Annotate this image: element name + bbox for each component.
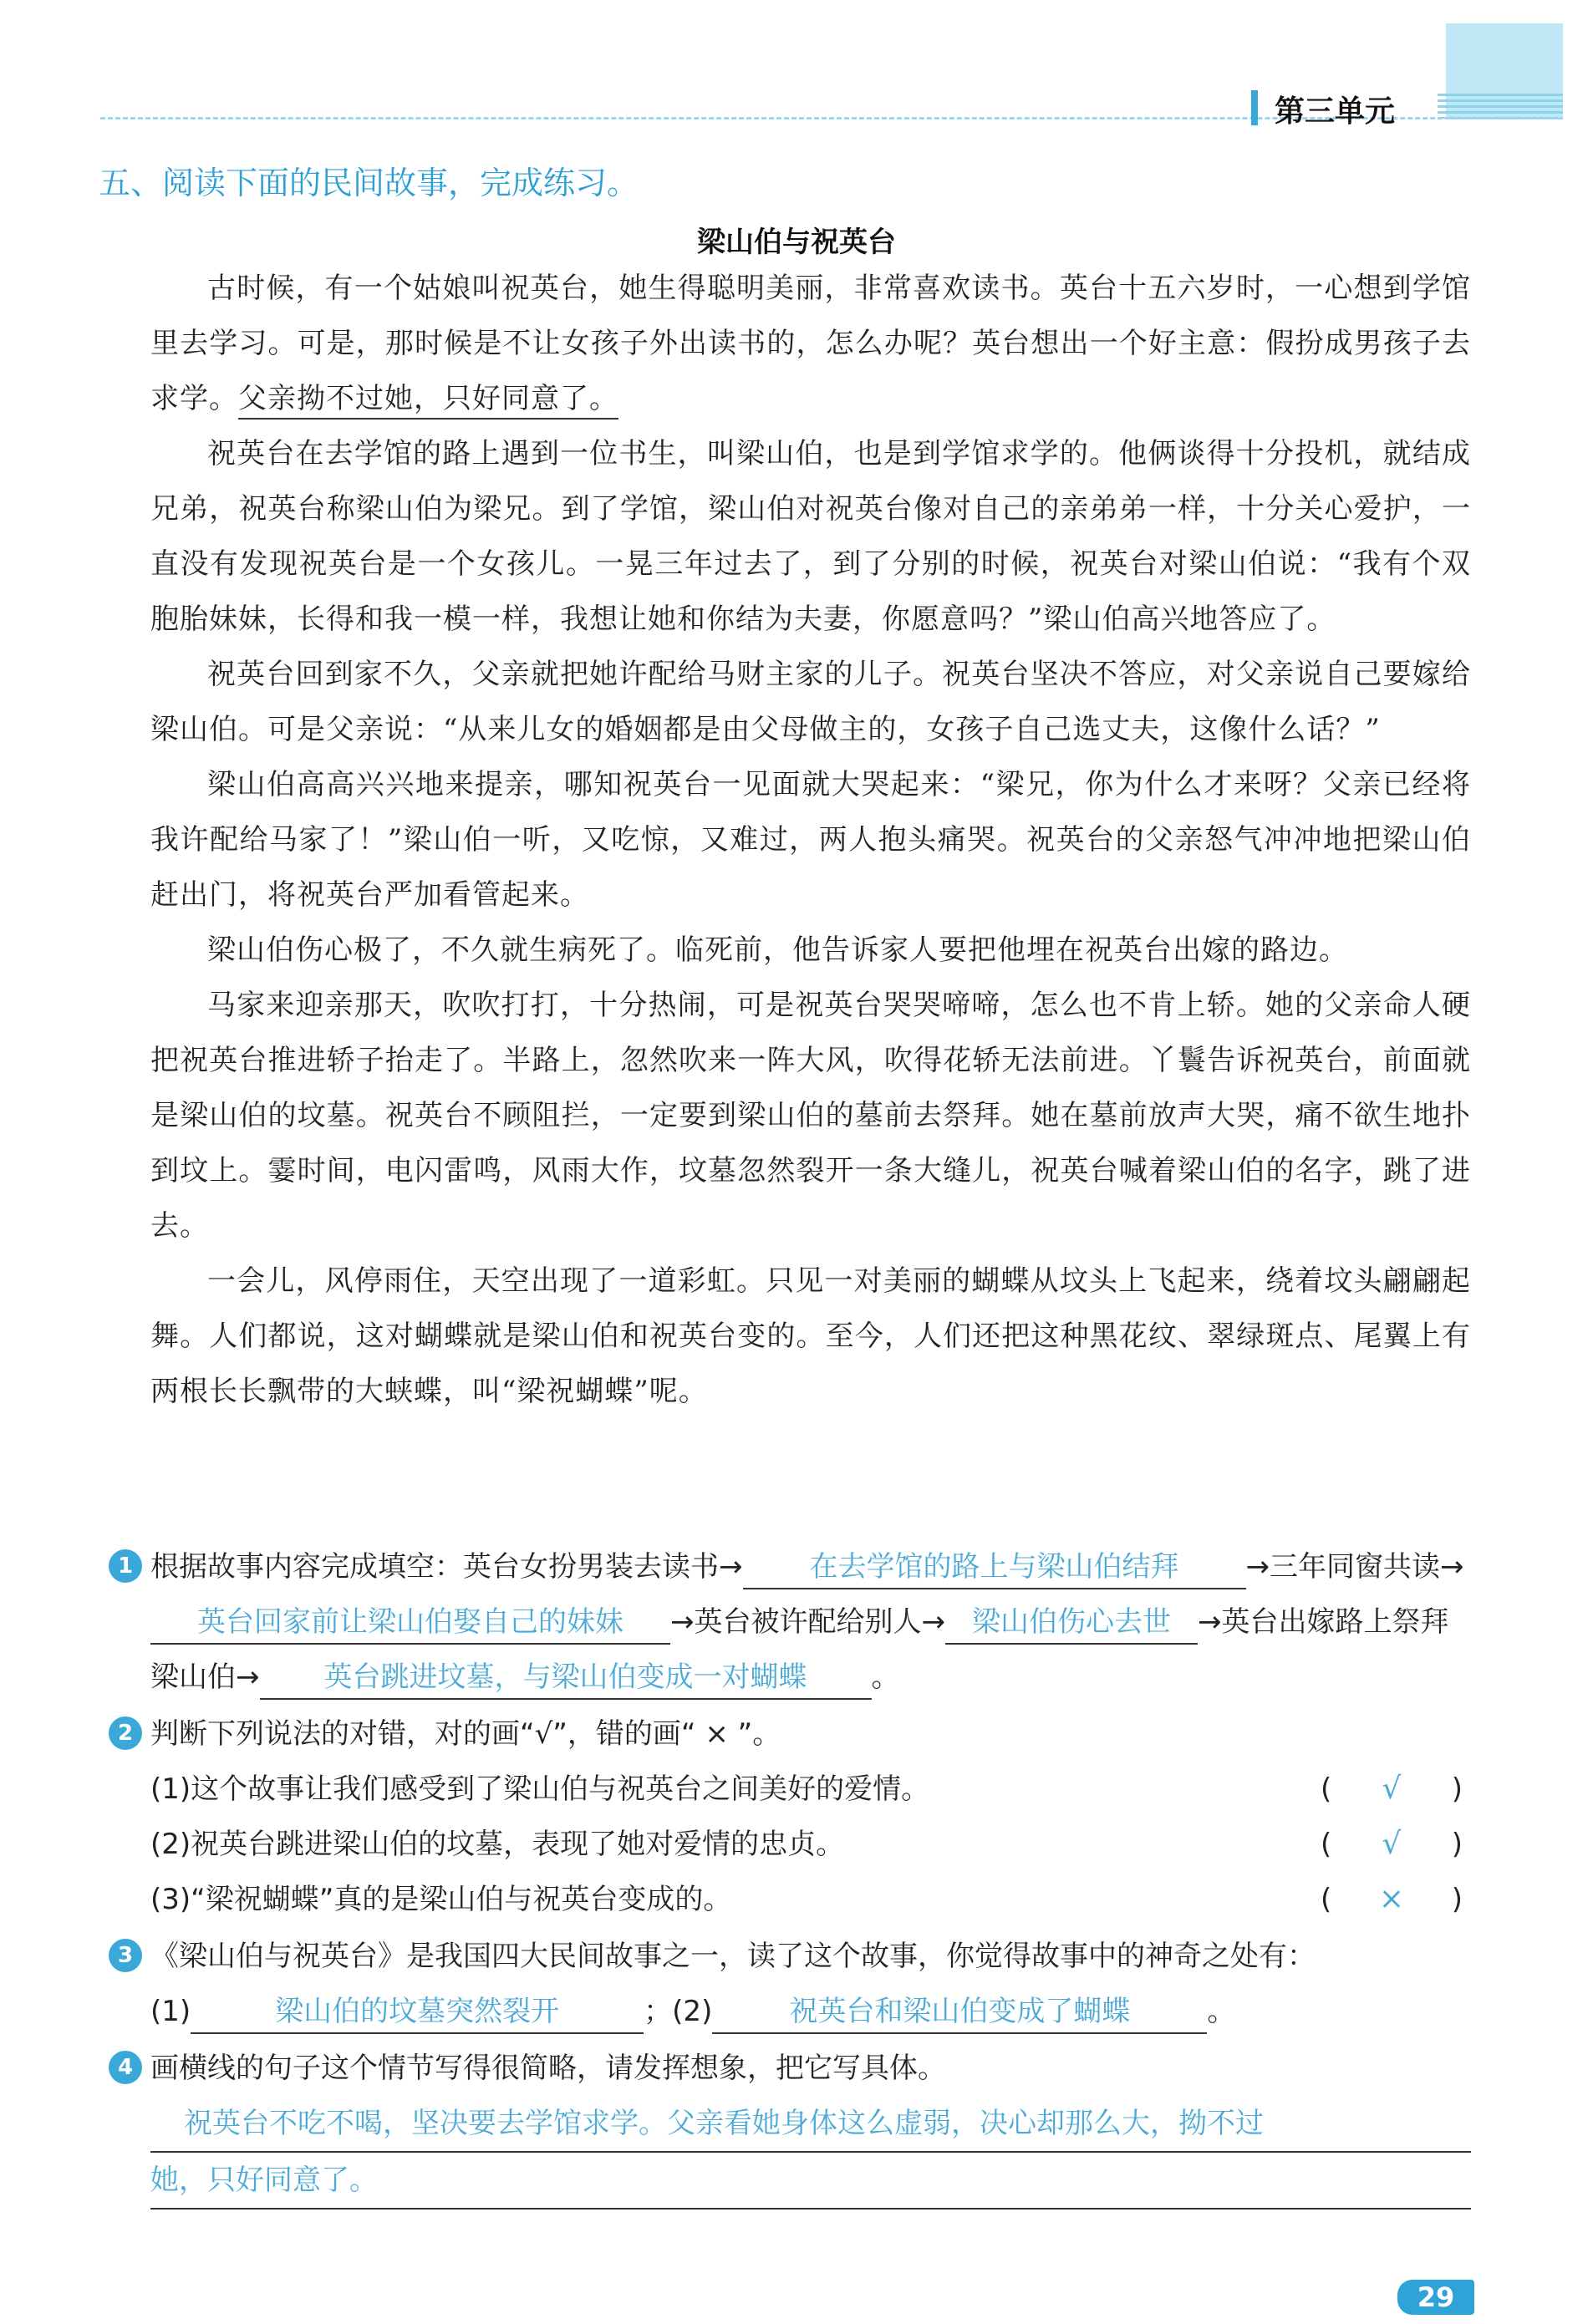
- question-text: →三年同窗共读→: [1245, 1550, 1464, 1584]
- check-mark: √: [1382, 1772, 1402, 1806]
- story-body: [150, 261, 1471, 1419]
- story-paragraph: 祝英台回到家不久，父亲就把她许配给马财主家的儿子。祝英台坚决不答应，对父亲说自己要嫁给梁山伯。可是父亲说：“从来儿女的婚姻都是由父母做主的，女孩子自己选丈夫，这像什么话？”: [150, 658, 1471, 746]
- answer-label-2: ；(2): [644, 1995, 713, 2028]
- story-paragraph: 梁山伯伤心极了，不久就生病死了。临死前，他告诉家人要把他埋在祝英台出嫁的路边。: [207, 933, 1348, 967]
- question-prompt: 判断下列说法的对错，对的画“√”，错的画“ × ”。: [150, 1717, 781, 1751]
- paren-close: ): [1451, 1828, 1463, 1861]
- story-paragraph: [150, 261, 1471, 426]
- paren-close: ): [1451, 1883, 1463, 1916]
- writing-line-1[interactable]: 祝英台不吃不喝，坚决要去学馆求学。父亲看她身体这么虚弱，决心却那么大，拗不过: [150, 2096, 1471, 2153]
- judge-statement: (2)祝英台跳进梁山伯的坟墓，表现了她对爱情的忠贞。: [150, 1828, 845, 1861]
- story-text: 古时候，有一个姑娘叫祝英台，她生得聪明美丽，非常喜欢读书。英台十五六岁时，一心想到学馆里去学习。可是，那时候是不让女孩子外出读书的，怎么办呢？英台想出一个好主意：假扮成男孩子去求学。: [150, 272, 1471, 415]
- question-2: [117, 1706, 1471, 1927]
- question-number-1: 1: [109, 1549, 142, 1583]
- answer-blank-2[interactable]: 英台回家前让梁山伯娶自己的妹妹: [150, 1601, 670, 1645]
- answer-blank-1[interactable]: 梁山伯的坟墓突然裂开: [191, 1991, 644, 2034]
- judge-answer-box[interactable]: [1321, 1872, 1463, 1927]
- question-text: 。: [871, 1660, 900, 1694]
- paren-open: (: [1321, 1883, 1332, 1916]
- question-1: [117, 1539, 1471, 1705]
- paren-open: (: [1321, 1772, 1332, 1806]
- page-number: 29: [1397, 2280, 1474, 2315]
- underlined-sentence: 父亲拗不过她，只好同意了。: [238, 382, 618, 420]
- story-title: 梁山伯与祝英台: [697, 226, 896, 259]
- writing-line-2[interactable]: 她，只好同意了。: [150, 2153, 1471, 2210]
- question-number-2: 2: [109, 1716, 142, 1750]
- answer-blank-1[interactable]: 在去学馆的路上与梁山伯结拜: [743, 1546, 1246, 1589]
- paren-open: (: [1321, 1828, 1332, 1861]
- unit-marker: [1251, 90, 1258, 125]
- judge-item-2: [150, 1817, 1471, 1872]
- question-text: →英台被许配给别人→: [670, 1605, 945, 1639]
- question-prompt: 画横线的句子这个情节写得很简略，请发挥想象，把它写具体。: [150, 2052, 946, 2085]
- question-text: →英台出嫁路上祭拜梁山伯→: [150, 1605, 1449, 1694]
- question-3: [117, 1929, 1471, 2039]
- unit-title: 第三单元: [1275, 94, 1396, 129]
- answer-blank-4[interactable]: 英台跳进坟墓，与梁山伯变成一对蝴蝶: [260, 1656, 872, 1700]
- judge-item-1: [150, 1762, 1471, 1817]
- section-heading: 五、阅读下面的民间故事，完成练习。: [99, 165, 639, 201]
- cross-mark: ×: [1378, 1882, 1405, 1916]
- story-paragraph: 马家来迎亲那天，吹吹打打，十分热闹，可是祝英台哭哭啼啼，怎么也不肯上轿。她的父亲命人硬把祝英台推进轿子抬走了。半路上，忽然吹来一阵大风，吹得花轿无法前进。丫鬟告诉祝英台，前面就是梁山伯的坟墓。祝英台不顾阻拦，一定要到梁山伯的墓前去祭拜。她在墓前放声大哭，痛不欲生地扑到坟上。霎时间，电闪雷鸣，风雨大作，坟墓忽然裂开一条大缝儿，祝英台喊着梁山伯的名字，跳了进去。: [150, 989, 1471, 1243]
- paren-close: ): [1451, 1772, 1463, 1806]
- answer-blank-3[interactable]: 梁山伯伤心去世: [945, 1601, 1198, 1645]
- question-number-4: 4: [109, 2051, 142, 2084]
- judge-statement: (3)“梁祝蝴蝶”真的是梁山伯与祝英台变成的。: [150, 1883, 732, 1916]
- question-number-3: 3: [109, 1939, 142, 1972]
- story-paragraph: 祝英台在去学馆的路上遇到一位书生，叫梁山伯，也是到学馆求学的。他俩谈得十分投机，就结成兄弟，祝英台称梁山伯为梁兄。到了学馆，梁山伯对祝英台像对自己的亲弟弟一样，十分关心爱护，一直没有发现祝英台是一个女孩儿。一晃三年过去了，到了分别的时候，祝英台对梁山伯说：“我有个双胞胎妹妹，长得和我一模一样，我想让她和你结为夫妻，你愿意吗？”梁山伯高兴地答应了。: [150, 437, 1471, 636]
- judge-statement: (1)这个故事让我们感受到了梁山伯与祝英台之间美好的爱情。: [150, 1772, 930, 1806]
- story-paragraph: 一会儿，风停雨住，天空出现了一道彩虹。只见一对美丽的蝴蝶从坟头上飞起来，绕着坟头翩翩起舞。人们都说，这对蝴蝶就是梁山伯和祝英台变的。至今，人们还把这种黑花纹、翠绿斑点、尾翼上有两根长长飘带的大蛱蝶，叫“梁祝蝴蝶”呢。: [150, 1264, 1471, 1408]
- judge-item-3: [150, 1872, 1471, 1927]
- answer-blank-2[interactable]: 祝英台和梁山伯变成了蝴蝶: [712, 1991, 1207, 2034]
- header-stripes-decoration: [1438, 94, 1563, 119]
- judge-answer-box[interactable]: [1321, 1817, 1463, 1872]
- question-text: 。: [1207, 1995, 1236, 2028]
- answer-row: [150, 1984, 1471, 2039]
- story-paragraph: 梁山伯高高兴兴地来提亲，哪知祝英台一见面就大哭起来：“梁兄，你为什么才来呀？父亲已经将我许配给马家了！”梁山伯一听，又吃惊，又难过，两人抱头痛哭。祝英台的父亲怒气冲冲地把梁山伯赶出门，将祝英台严加看管起来。: [150, 768, 1471, 912]
- judge-answer-box[interactable]: [1321, 1762, 1463, 1817]
- answer-label-1: (1): [150, 1995, 191, 2028]
- question-4: [117, 2041, 1471, 2210]
- check-mark: √: [1382, 1827, 1402, 1861]
- question-text: 根据故事内容完成填空：英台女扮男装去读书→: [150, 1550, 743, 1584]
- question-prompt: 《梁山伯与祝英台》是我国四大民间故事之一，读了这个故事，你觉得故事中的神奇之处有：: [150, 1940, 1316, 1973]
